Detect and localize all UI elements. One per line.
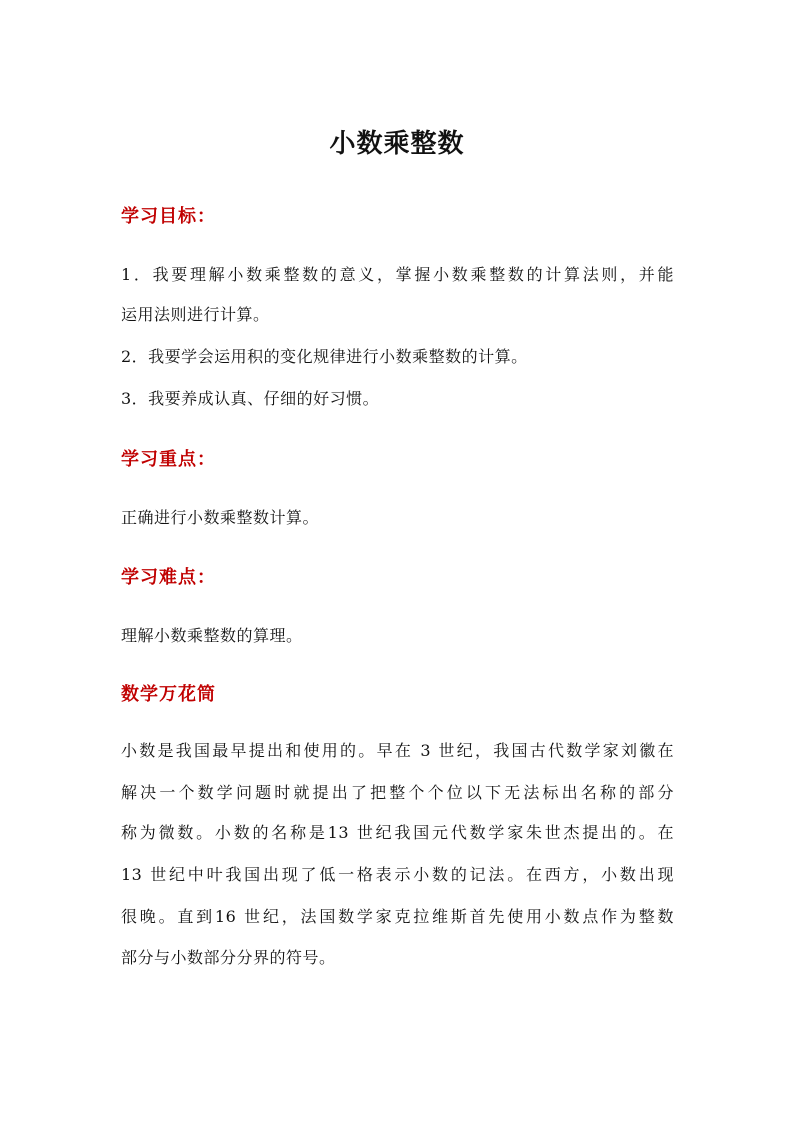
objective-line-3: 2．我要学会运用积的变化规律进行小数乘整数的计算。 <box>121 347 528 366</box>
kaleidoscope-line-4: 13 世纪中叶我国出现了低一格表示小数的记法。在西方，小数出现 <box>121 865 674 884</box>
difficulty-heading: 学习难点： <box>121 567 216 588</box>
objective-line-4: 3．我要养成认真、仔细的好习惯。 <box>121 389 380 408</box>
objective-line-2: 运用法则进行计算。 <box>121 305 270 324</box>
kaleidoscope-heading: 数学万花筒 <box>121 684 216 705</box>
kaleidoscope-line-2: 解决一个数学问题时就提出了把整个个位以下无法标出名称的部分 <box>121 783 674 802</box>
objective-line-1: 1．我要理解小数乘整数的意义，掌握小数乘整数的计算法则，并能 <box>121 265 674 284</box>
key-point-text: 正确进行小数乘整数计算。 <box>121 508 320 527</box>
kaleidoscope-line-3: 称为微数。小数的名称是13 世纪我国元代数学家朱世杰提出的。在 <box>121 823 674 842</box>
kaleidoscope-line-6: 部分与小数部分分界的符号。 <box>121 948 336 967</box>
difficulty-text: 理解小数乘整数的算理。 <box>121 626 303 645</box>
objectives-heading: 学习目标： <box>121 206 216 227</box>
kaleidoscope-line-1: 小数是我国最早提出和使用的。早在 3 世纪，我国古代数学家刘徽在 <box>121 741 674 760</box>
key-point-heading: 学习重点： <box>121 449 216 470</box>
kaleidoscope-line-5: 很晚。直到16 世纪，法国数学家克拉维斯首先使用小数点作为整数 <box>121 907 674 926</box>
page-title: 小数乘整数 <box>329 129 465 159</box>
